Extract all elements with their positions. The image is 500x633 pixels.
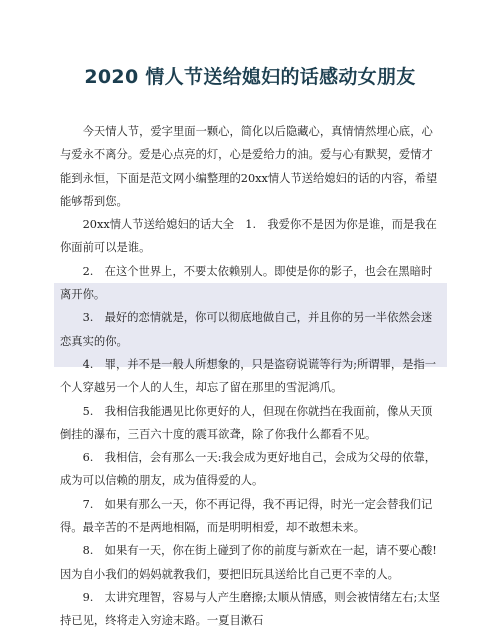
paragraph-item-9: 9. 太讲究理智，容易与人产生磨擦;太顺从情感，则会被情绪左右;太坚持已见，终将走入穷途末路。一夏目漱石 xyxy=(60,590,440,628)
paragraph-item-4: 4. 罪，并不是一般人所想象的，只是盗窃说谎等行为;所谓罪，是指一个人穿越另一个人的人生，却忘了留在那里的雪泥鸿爪。 xyxy=(60,357,437,395)
paragraph-item-5: 5. 我相信我能遇见比你更好的人，但现在你就挡在我面前，像从天顶倒挂的瀑布，三百六十度的震耳欲聋，除了你我什么都看不见。 xyxy=(60,404,433,441)
paragraph-item-8: 8. 如果有一天，你在街上碰到了你的前度与新欢在一起，请不要心酸!因为自小我们的妈妈就教我们，要把旧玩具送给比自己更不幸的人。 xyxy=(60,544,437,581)
paragraph-item-7: 7. 如果有那么一天，你不再记得，我不再记得，时光一定会替我们记得。最辛苦的不是两地相隔，而是明明相爱，却不敢想未来。 xyxy=(60,497,433,535)
paragraph-item-6: 6. 我相信，会有那么一天:我会成为更好地自己，会成为父母的依靠，成为可以信赖的朋友，成为值得爱的人。 xyxy=(60,451,437,488)
paragraph-item-3: 3. 最好的恋情就是，你可以彻底地做自己，并且你的另一半依然会迷恋真实的你。 xyxy=(60,311,433,348)
paragraph-item-1: 20xx情人节送给媳妇的话大全 1. 我爱你不是因为你是谁，而是我在你面前可以是谁。 xyxy=(60,218,437,255)
article-body xyxy=(60,120,440,633)
paragraph-intro: 今天情人节，爱字里面一颗心，简化以后隐藏心，真情情然埋心底，心与爱永不离分。爱是心点亮的灯，心是爱给力的油。爱与心有默契，爱情才能到永恒，下面是范文网小编整理的20xx情人节送给媳妇的话的内容，希望能够帮到您。 xyxy=(60,125,438,208)
page-title: 2020 情人节送给媳妇的话感动女朋友 xyxy=(84,66,416,88)
paragraph-item-2: 2. 在这个世界上，不要太依赖别人。即使是你的影子，也会在黑暗时离开你。 xyxy=(60,264,433,302)
